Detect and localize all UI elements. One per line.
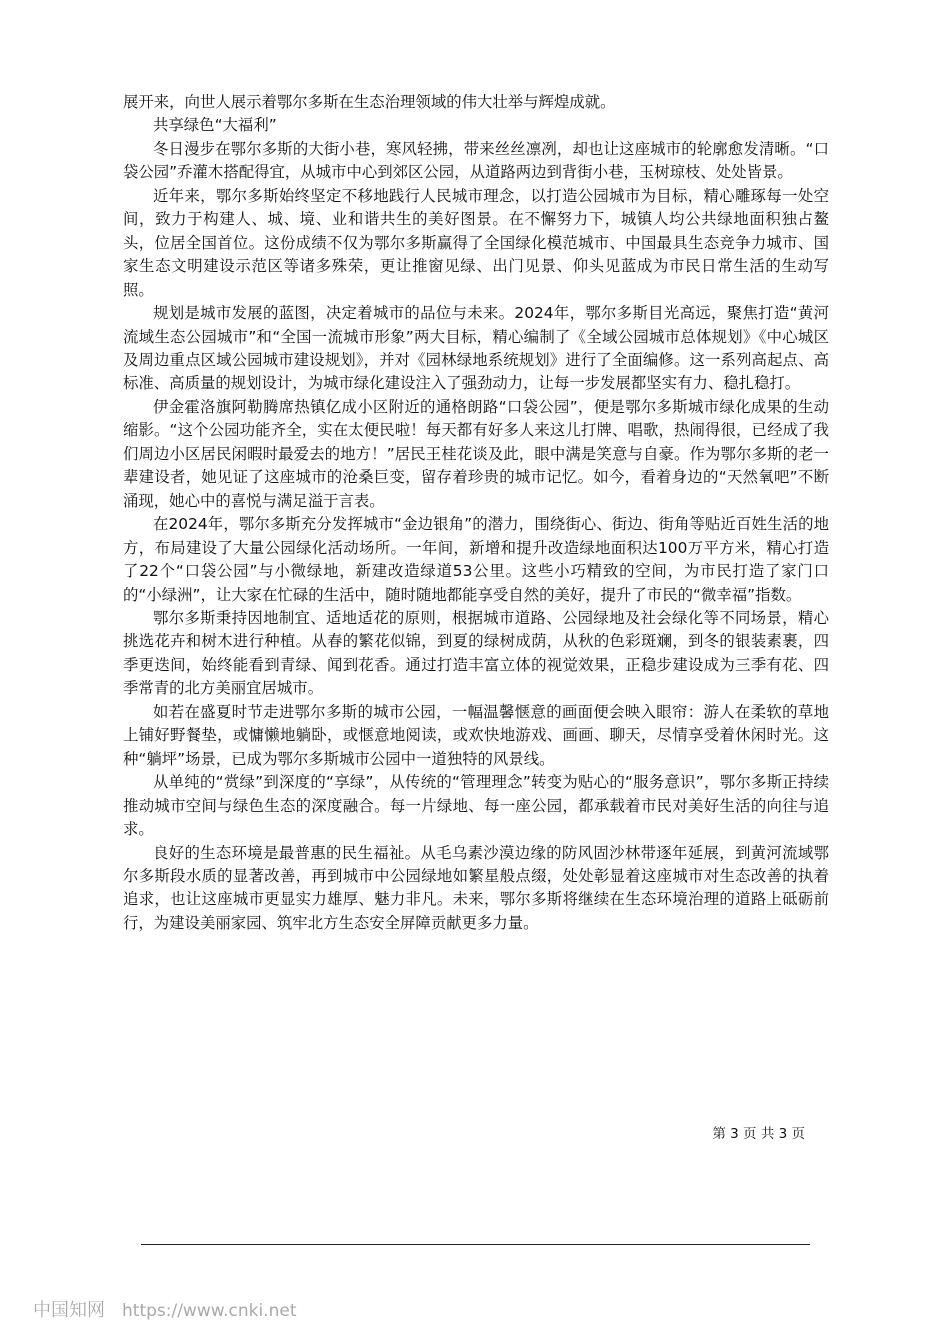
paragraph: 鄂尔多斯秉持因地制宜、适地适花的原则，根据城市道路、公园绿地及社会绿化等不同场景，精心挑选花卉和树木进行种植。从春的繁花似锦，到夏的绿树成荫，从秋的色彩斑斓，到冬的银装素裹，四季更迭间，始终能看到青绿、闻到花香。通过打造丰富立体的视觉效果，正稳步建设成为三季有花、四季常青的北方美丽宜居城市。	[123, 608, 829, 698]
cnki-watermark	[33, 1296, 296, 1322]
paragraph: 伊金霍洛旗阿勒腾席热镇亿成小区附近的通格朗路“口袋公园”，便是鄂尔多斯城市绿化成果的生动缩影。“这个公园功能齐全，实在太便民啦！每天都有好多人来这儿打牌、唱歌，热闹得很，已经成了我们周边小区居民闲暇时最爱去的地方！”居民王桂花谈及此，眼中满是笑意与自豪。作为鄂尔多斯的老一辈建设者，她见证了这座城市的沧桑巨变，留存着珍贵的城市记忆。如今，看着身边的“天然氧吧”不断涌现，她心中的喜悦与满足溢于言表。	[123, 397, 829, 510]
watermark-url: https://www.cnki.net	[122, 1301, 297, 1321]
paragraph: 近年来，鄂尔多斯始终坚定不移地践行人民城市理念，以打造公园城市为目标，精心雕琢每一处空间，致力于构建人、城、境、业和谐共生的美好图景。在不懈努力下，城镇人均公共绿地面积独占鳌头，位居全国首位。这份成绩不仅为鄂尔多斯赢得了全国绿化模范城市、中国最具生态竞争力城市、国家生态文明建设示范区等诸多殊荣，更让推窗见绿、出门见景、仰头见蓝成为市民日常生活的生动写照。	[123, 186, 829, 299]
paragraph: 从单纯的“赏绿”到深度的“享绿”，从传统的“管理理念”转变为贴心的“服务意识”，鄂尔多斯正持续推动城市空间与绿色生态的深度融合。每一片绿地、每一座公园，都承载着市民对美好生活的向往与追求。	[123, 773, 829, 839]
paragraph: 如若在盛夏时节走进鄂尔多斯的城市公园，一幅温馨惬意的画面便会映入眼帘：游人在柔软的草地上铺好野餐垫，或慵懒地躺卧，或惬意地阅读，或欢快地游戏、画画、聊天，尽情享受着休闲时光。这种“躺坪”场景，已成为鄂尔多斯城市公园中一道独特的风景线。	[123, 702, 829, 768]
page-number: 第 3 页 共 3 页	[712, 1126, 805, 1142]
section-heading: 共享绿色“大福利”	[153, 116, 277, 135]
watermark-brand: 中国知网	[33, 1300, 105, 1321]
paragraph: 冬日漫步在鄂尔多斯的大街小巷，寒风轻拂，带来丝丝凛冽，却也让这座城市的轮廓愈发清晰。“口袋公园”乔灌木搭配得宜，从城市中心到郊区公园，从道路两边到背街小巷，玉树琼枝、处处皆景。	[123, 139, 829, 182]
paragraph: 规划是城市发展的蓝图，决定着城市的品位与未来。2024年，鄂尔多斯目光高远，聚焦打造“黄河流域生态公园城市”和“全国一流城市形象”两大目标，精心编制了《全域公园城市总体规划》《中心城区及周边重点区域公园城市建设规划》，并对《园林绿地系统规划》进行了全面编修。这一系列高起点、高标准、高质量的规划设计，为城市绿化建设注入了强劲动力，让每一步发展都坚实有力、稳扎稳打。	[123, 304, 829, 393]
paragraph: 良好的生态环境是最普惠的民生福祉。从毛乌素沙漠边缘的防风固沙林带逐年延展，到黄河流域鄂尔多斯段水质的显著改善，再到城市中公园绿地如繁星般点缀，处处彰显着这座城市对生态改善的执着追求，也让这座城市更显实力雄厚、魅力非凡。未来，鄂尔多斯将继续在生态环境治理的道路上砥砺前行，为建设美丽家园、筑牢北方生态安全屏障贡献更多力量。	[123, 843, 829, 932]
paragraph: 展开来，向世人展示着鄂尔多斯在生态治理领域的伟大壮举与辉煌成就。	[123, 93, 616, 111]
article-body	[123, 91, 829, 935]
paragraph: 在2024年，鄂尔多斯充分发挥城市“金边银角”的潜力，围绕街心、街边、街角等贴近百姓生活的地方，布局建设了大量公园绿化活动场所。一年间，新增和提升改造绿地面积达100万平方米，精心打造了22个“口袋公园”与小微绿地，新建改造绿道53公里。这些小巧精致的空间，为市民打造了家门口的“小绿洲”，让大家在忙碌的生活中，随时随地都能享受自然的美好，提升了市民的“微幸福”指数。	[123, 515, 829, 604]
footer-divider	[141, 1244, 810, 1245]
